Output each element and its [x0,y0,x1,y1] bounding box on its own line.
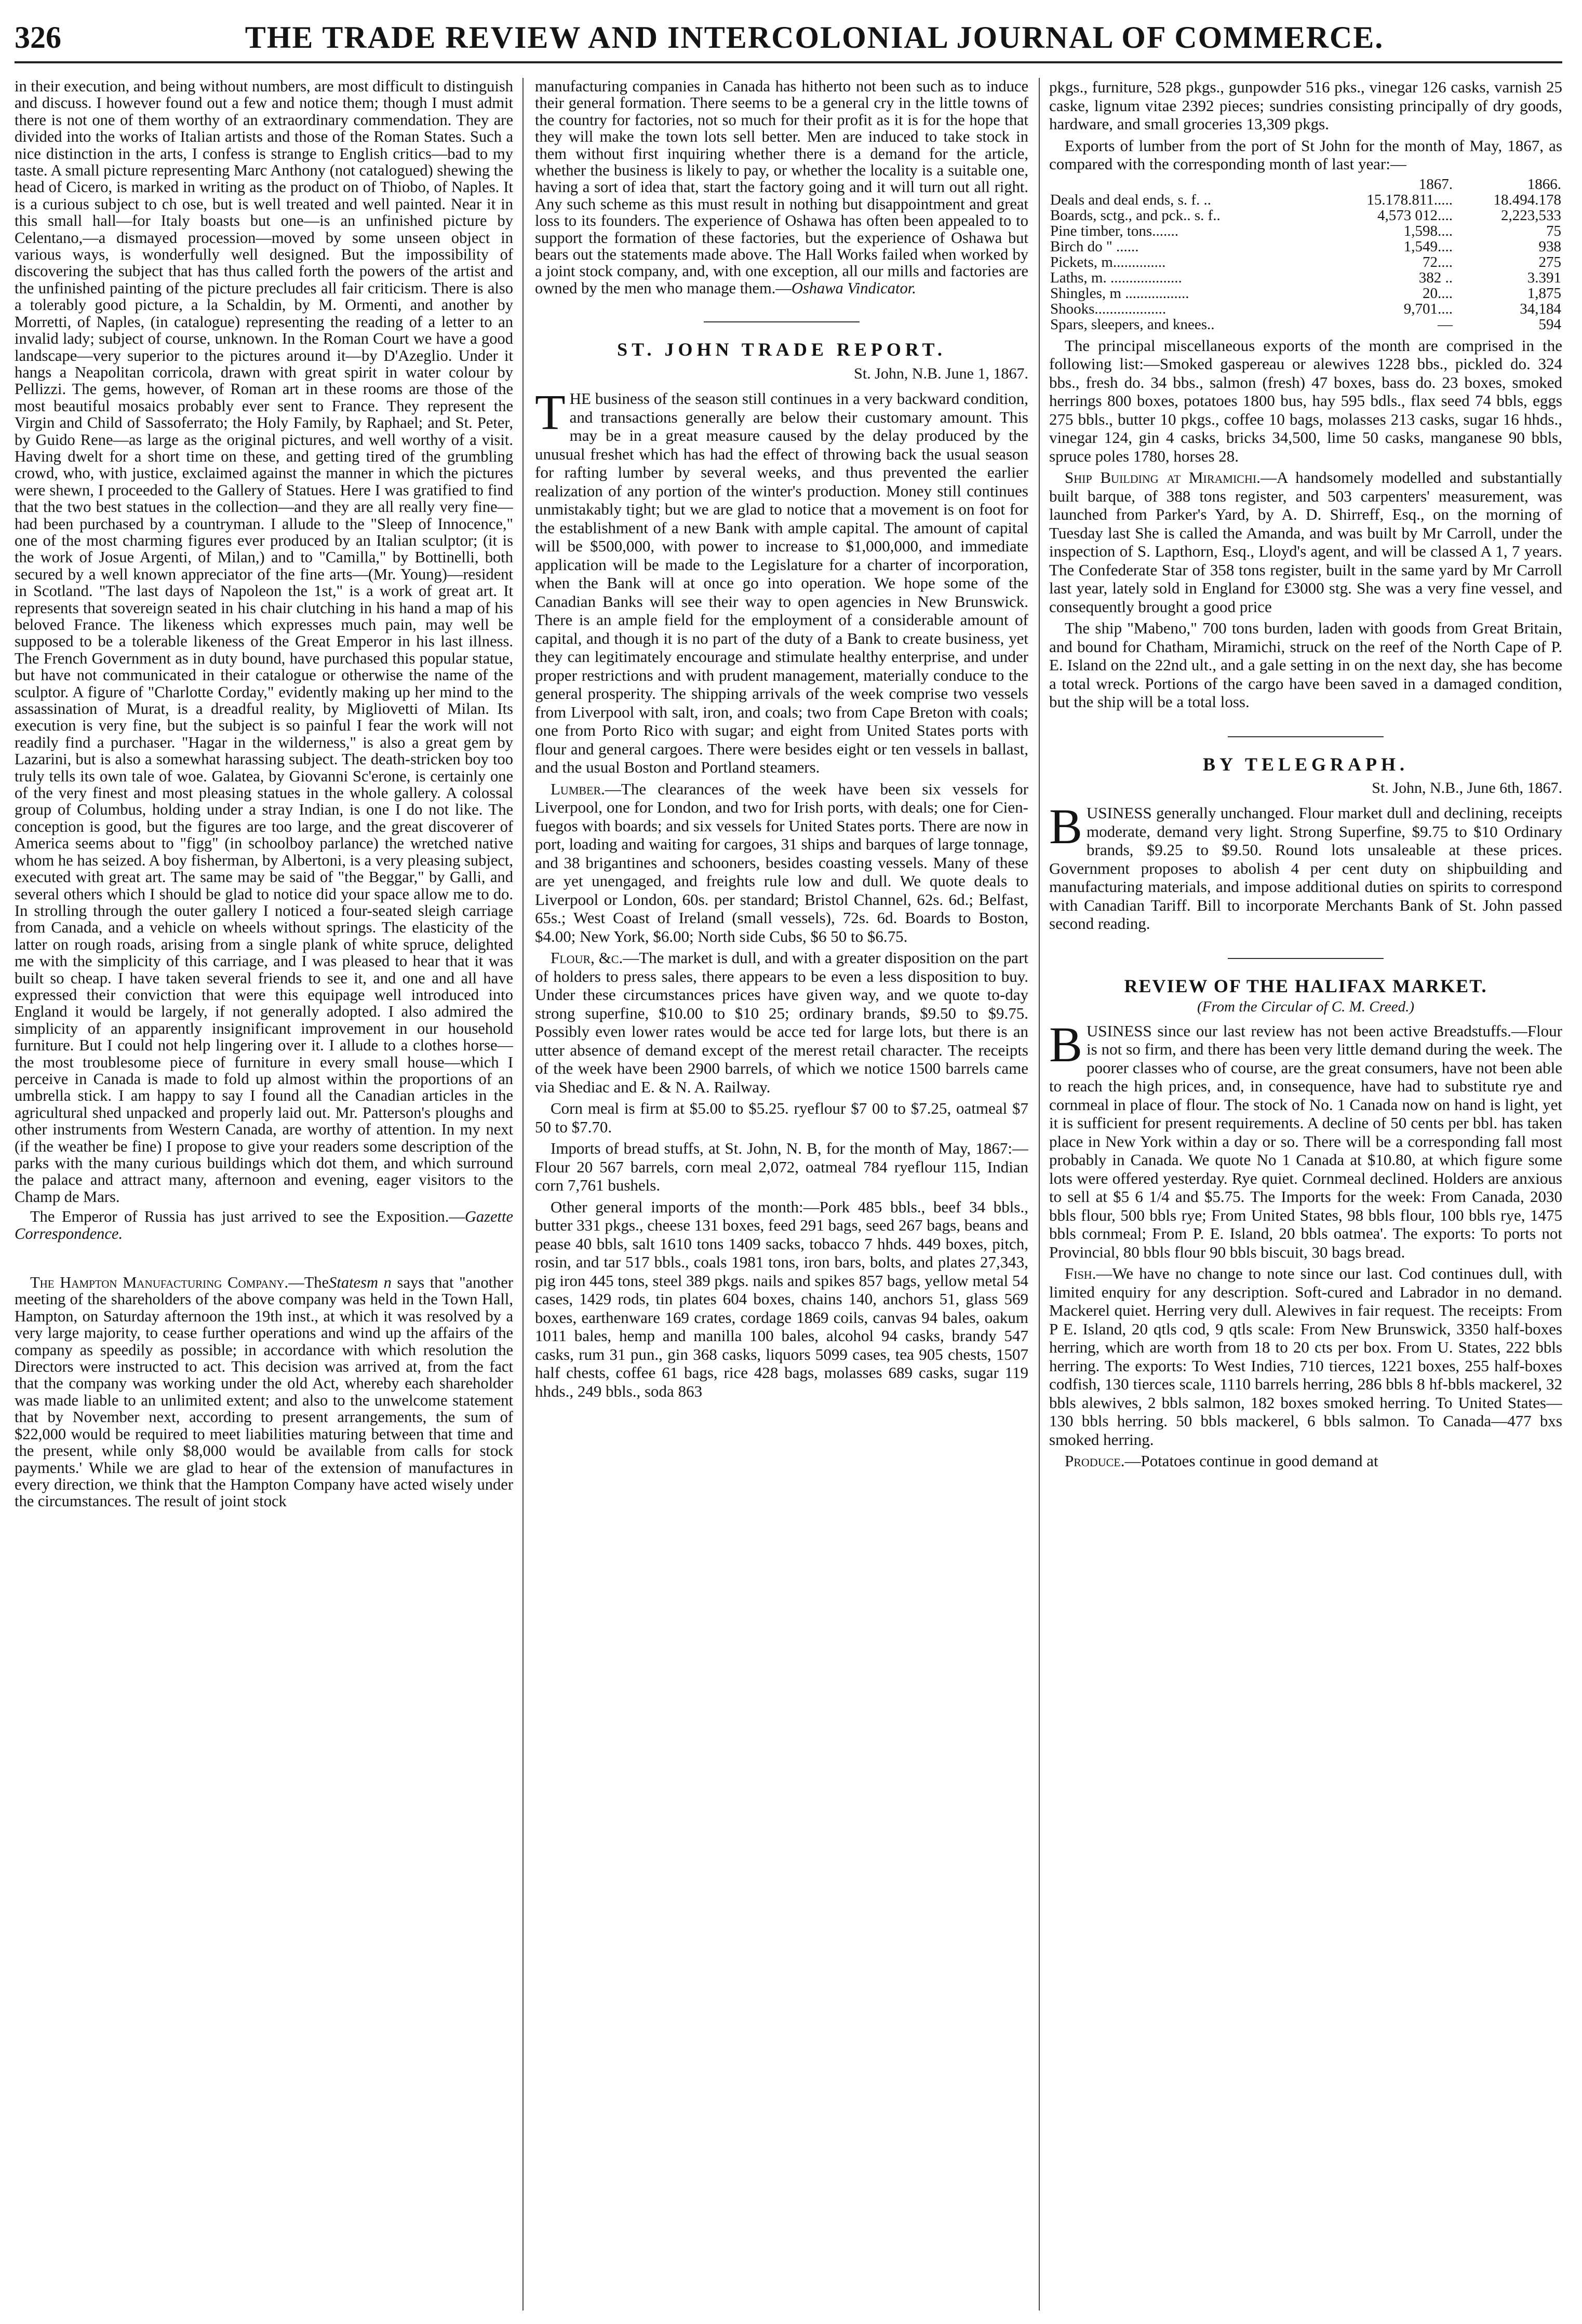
table-cell: 594 [1538,316,1561,333]
imports-continued: pkgs., furniture, 528 pkgs., gunpowder 516 pks., vinegar 126 casks, varnish 25 caske, lignum vitae 2392 pieces; sundries consisting principally of dry goods, hardware, and small groceries 13,309 pkgs. [1049,78,1562,133]
table-cell: 20.... [1423,285,1453,302]
table-row [1049,223,1562,239]
column-middle [535,78,1028,2311]
table-cell: Shooks................... [1050,300,1167,317]
table-row [1049,192,1562,208]
table-cell: Pine timber, tons....... [1050,222,1178,239]
breadstuff-imports: Imports of bread stuffs, at St. John, N. B, for the month of May, 1867:—Flour 20 567 barrels, corn meal 2,072, oatmeal 784 ryeflour 115, Indian corn 7,761 bushels. [535,1139,1028,1195]
table-cell: Deals and deal ends, s. f. .. [1050,191,1212,208]
mabeno-paragraph: The ship "Mabeno," 700 tons burden, laden with goods from Great Britain, and bound for Chatham, Miramichi, struck on the reef of the North Cape of P. E. Island on the 22nd ult., and a gale setting in on the next day, she has become a total wreck. Portions of the cargo have been saved in a damaged condition, but the ship will be a total loss. [1049,619,1562,711]
table-cell: 2,223,533 [1501,207,1561,224]
st-john-title: ST. JOHN TRADE REPORT. [617,339,946,360]
table-cell: 1,598.... [1403,222,1453,239]
lumber-heading: Lumber. [551,779,605,798]
halifax-title: REVIEW OF THE HALIFAX MARKET. [1124,975,1487,996]
table-cell: 34,184 [1520,300,1561,317]
table-cell: 9,701.... [1403,300,1453,317]
halifax-body [1049,1016,1562,1262]
lumber-exports-intro: Exports of lumber from the port of St John for the month of May, 1867, as compared with the corresponding month of last year:— [1049,136,1562,173]
hampton-heading: The Hampton Manufacturing Company. [30,1274,289,1292]
section-rule [1228,958,1384,959]
header-rule [15,61,1562,63]
table-cell: 1,549.... [1403,238,1453,255]
st-john-dateline: St. John, N.B. June 1, 1867. [854,364,1028,382]
corn-meal-paragraph: Corn meal is firm at $5.00 to $5.25. ryeflour $7 00 to $7.25, oatmeal $7 50 to $7.70. [535,1099,1028,1136]
table-cell: 938 [1538,238,1561,255]
flour-paragraph [535,949,1028,1096]
table-cell: 382 .. [1418,269,1453,286]
table-cell: 4,573 012.... [1377,207,1453,224]
table-row [1049,270,1562,286]
emperor-note: The Emperor of Russia has just arrived to see the Exposition.— [30,1208,465,1226]
table-cell: 15.178.811..... [1366,191,1453,208]
column-divider [1039,78,1040,2311]
st-john-lead [535,384,1028,777]
general-imports: Other general imports of the month:—Pork 485 bbls., beef 34 bbls., butter 331 pkgs., cheese 131 boxes, feed 291 bags, seed 267 bags, beans and pease 40 bbls, salt 1610 tons 1409 sacks, tobacco 7 hhds. 449 boxes, pitch, rosin, and tar 517 bbls., coals 1981 tons, iron bars, bolts, and plates 27,343, pig iron 445 tons, steel 389 pkgs. nails and spikes 857 bags, yellow metal 54 cases, 1429 rods, tin plates 604 boxes, chains 140, anchors 51, glass 569 boxes, earthenware 169 crates, cordage 1869 coils, canvas 94 bales, oakum 1011 bales, hemp and manilla 100 bales, alcohol 94 casks, brandy 547 casks, rum 31 pun., gin 368 casks, liquors 5099 cases, tea 905 chests, 1507 half chests, coffee 61 bags, rice 428 bags, molasses 689 casks, sugar 119 hhds., 249 bbls., soda 863 [535,1197,1028,1400]
table-cell: 3.391 [1527,269,1561,286]
table-cell: Shingles, m ................. [1050,285,1189,302]
year-header: 1866. [1527,175,1561,193]
telegraph-text: USINESS generally unchanged. Flour market dull and declining, receipts moderate, demand very light. Strong Superfine, $9.75 to $10 Ordinary brands, $9.25 to $9.50. Round lots unsaleable at these prices. Government proposes to abolish 4 per cent duty on shipbuilding and manufacturing materials, and impose additional duties on spirits to correspond with Canadian Tariff. Bill to incorporate Merchants Bank of St. John passed second reading. [1049,804,1562,933]
flour-text: —The market is dull, and with a greater disposition on the part of holders to press sales, there appears to be even a less disposition to buy. Under these circumstances prices have given way, and we quote to-day strong superfine, $10.00 to $10 25; ordinary brands, $9.50 to $9.75. Possibly even lower rates would be acce ted for large lots, but there is an utter absence of demand except of the merest retail character. The receipts of the week have been 2900 barrels, of which we notice 1500 barrels came via Shediac and E. & N. A. Railway. [535,949,1028,1096]
ship-building-text: —A handsomely modelled and substantially built barque, of 388 tons register, and 503 carpenters' measurement, was launched from Parker's Yard, by A. D. Shirreff, Esq., on the morning of Tuesday last She is called the Amanda, and was built by Mr Carroll, under the inspection of S. Lapthorn, Esq., Lloyd's agent, and will be classed A 1, 7 years. The Confederate Star of 358 tons register, built in the same yard by Mr Carroll last year, lately sold in England for £3000 stg. She was a very fine vessel, and consequently brought a good price [1049,468,1562,616]
fish-text: —We have no change to note since our last. Cod continues dull, with limited enquiry for any description. Soft-cured and Labrador in no demand. Mackerel quiet. Herring very dull. Alewives in fair request. The receipts: From P E. Island, 20 qtls cod, 9 qtls scale: From New Brunswick, 3350 half-boxes herring, which are worth from 18 to 20 cts per box. From U. States, 222 bbls herring. The exports: To West Indies, 710 tierces, 1221 boxes, 255 half-boxes codfish, 130 tierces scale, 1110 barrels herring, 286 bbls 8 hf-bbls mackerel, 32 bbls alewives, 2 bbls salmon, 182 boxes smoked herring. To United States—130 bbls herring. 50 bbls mackerel, 6 bbls salmon. To Canada—477 bxs smoked herring. [1049,1264,1562,1449]
table-row [1049,301,1562,317]
statesman-source: Statesm n [329,1274,392,1292]
table-cell: 275 [1538,253,1561,271]
column-divider [522,78,524,2311]
factories-body: manufacturing companies in Canada has hitherto not been such as to induce their general formation. There seems to be a general cry in the little towns of the country for factories, not so much for their profit as it is for the hope that they will make the town lots sell better. Men are induced to take stock in them without first inquiring whether there is a demand for the article, whether the business is likely to pay, or whether the locality is a suitable one, having a sort of idea that, start the factory going and it will turn out all right. Any such scheme as this must result in nothing but disappointment and great loss to its founders. The experience of Oshawa has often been appealed to to support the formation of these factories, but the experience of Oshawa but bears out the statements made above. The Hall Works failed when worked by a joint stock company, and, with one exception, all our mills and factories are owned by the men who manage them.— [535,78,1028,297]
table-cell: 75 [1546,222,1561,239]
telegraph-body [1049,799,1562,933]
table-row [1049,254,1562,270]
dropcap: B [1049,799,1083,855]
page-number: 326 [15,20,61,55]
halifax-text: USINESS since our last review has not been active Breadstuffs.—Flour is not so firm, and there has been very little demand during the week. The poorer classes who of course, are the great consumers, have not been able to reach the high prices, and, in consequence, have had to substitute rye and cornmeal in place of flour. The stock of No. 1 Canada now on hand is light, yet it is sufficient for present requirements. A decline of 50 cents per bbl. has taken place in New York within a day or so. There will be a corresponding fall most probably in Canada. We quote No 1 Canada at $10.80, at which figure some lots were offered yesterday. Rye quiet. Cornmeal declined. Holders are anxious to sell at $5 6 1/4 and $5.75. The Imports for the week: From Canada, 2030 bbls flour, 500 bbls rye; From United States, 98 bbls flour, 100 bbls rye, 1475 bbls cornmeal; From P. E. Island, 20 bbls oatmea'. The exports: To ports not Provincial, 80 bbls flour 90 bbls biscuit, 30 bags bread. [1049,1021,1562,1261]
table-cell: Laths, m. ................... [1050,269,1182,286]
exposition-letter-close [15,1208,513,1242]
produce-heading: Produce. [1065,1452,1125,1470]
column-left [15,78,513,2311]
flour-heading: Flour, &c. [551,949,623,967]
table-cell: 18.494.178 [1493,191,1561,208]
ship-building-paragraph [1049,468,1562,616]
section-rule [704,321,860,322]
factories-article [535,78,1028,296]
st-john-lead-text: HE business of the season still continues in a very backward condition, and transactions generally are below their customary amount. This may be in a great measure caused by the delay produced by the unusual freshet which has had the effect of throwing back the usual season for rafting lumber by several weeks, and thus prevented the earlier realization of any portion of the winter's production. Money still continues unmistakably tight; but we are glad to notice that a movement is on foot for the establishment of a new Bank with ample capital. The amount of capital will be $500,000, with power to increase to $1,000,000, and immediate application will be made to the Legislature for a charter of incorporation, when the Bank will at once go into operation. We hope some of the Canadian Banks will see their way to open agencies in New Brunswick. There is an ample field for the employment of a considerable amount of capital, and though it is no part of the duty of a Bank to create business, yet they can legitimately encourage and stimulate healthy enterprise, and under proper restrictions and with prudent management, materially conduce to the general prosperity. The shipping arrivals of the week comprise two vessels from Liverpool with salt, iron, and coals; two from Cape Breton with coals; one from Porto Rico with sugar; and eight from United States ports with flour and general cargoes. There were besides eight or ten vessels in ballast, and the usual Boston and Portland steamers. [535,389,1028,777]
ship-building-heading: Ship Building at Miramichi. [1065,468,1261,487]
telegraph-dateline: St. John, N.B., June 6th, 1867. [1372,779,1562,796]
produce-text: —Potatoes continue in good demand at [1124,1452,1378,1470]
lumber-text: —The clearances of the week have been six vessels for Liverpool, one for London, and two for Irish ports, with deals; one for Cien-fuegos with boards; and six vessels for United States ports. There are now in port, loading and waiting for cargoes, 31 ships and barques of large tonnage, and 38 brigantines and schooners, besides coasting vessels. Many of these are yet unengaged, and freights rule low and dull. We quote deals to Liverpool or London, 60s. per standard; Bristol Channel, 62s. 6d.; Belfast, 65s.; West Coast of Ireland (small vessels), 72s. 6d. Boards to Boston, $4.00; New York, $6.00; North side Cubs, $6 50 to $6.75. [535,779,1028,945]
table-cell: — [1438,316,1453,333]
hampton-body: says that "another meeting of the shareholders of the above company was held in the Town Hall, Hampton, on Saturday afternoon the 19th inst., at which it was resolved by a very large majority, to cease further operations and wind up the affairs of the company as speedily as possible; in accordance with which resolution the Directors were instructed to act. This decision was arrived at, from the fact that the company was working under the old Act, whereby each shareholder was made liable to an unlimited extent; and also to the unwelcome statement that by November next, according to present arrangements, the sum of $22,000 would be required to meet liabilities maturing between that time and the present, while only $8,000 would be available from calls for stock payments.' While we are glad to hear of the extension of manufactures in every direction, we think that the Hampton Company have acted wisely under the circumstances. The result of joint stock [15,1274,513,1510]
table-cell: Spars, sleepers, and knees.. [1050,316,1215,333]
year-header: 1867. [1418,175,1453,193]
table-row [1049,208,1562,223]
hampton-article [15,1274,513,1510]
fish-heading: Fish. [1065,1264,1096,1283]
page-header [15,16,1562,63]
table-row [1049,286,1562,301]
table-cell: 72.... [1423,253,1453,271]
table-cell: Boards, sctg., and pck.. s. f.. [1050,207,1221,224]
table-row [1049,239,1562,254]
running-title: THE TRADE REVIEW AND INTERCOLONIAL JOURNAL OF COMMERCE. [245,20,1384,55]
dropcap: T [535,384,566,440]
section-rule [1228,736,1384,737]
table-cell: Pickets, m.............. [1050,253,1166,271]
exposition-letter-body: in their execution, and being without numbers, are most difficult to distinguish and discuss. I however found out a few and notice them; though I must admit there is not one of them worthy of an extraordinary commendation. They are divided into the works of Italian artists and those of the Roman States. Such a nice distinction in the arts, I confess is strange to English critics—bad to my taste. A small picture representing Marc Anthony (not catalogued) shewing the head of Cicero, is marked in writing as the product on of Thiobo, of Naples. It is a curious subject to ch ose, but is well treated and well painted. Near it in this small hall—for Italy boasts but one—is an unfinished picture by Celentano,—a dismayed procession—moved by some unseen object in various ways, is wonderfully well designed. But the impossibility of discovering the subject that has thus called forth the powers of the artist and the unfinished painting of the picture precludes all fair criticism. There is also a tolerably good picture, a la Schaldin, by M. Ormenti, and another by Morretti, of Naples, (in catalogue) representing the reading of a letter to an invalid lady; subject of course, unknown. In the Roman Court we have a good landscape—very superior to the pictures around it—by D'Azeglio. Under it hangs a Neapolitan corricola, drawn with great spirit in water colour by Pellizzi. The gems, however, of Roman art in these rooms are those of the most beautiful mosaics probably ever sent to France. They represent the Virgin and Child of Sassoferrato; the Holy Family, by Raphael; and St. Peter, by Guido Rene—as large as the original pictures, and well worthy of a visit. Having dwelt for a short time on these, and getting tired of the grumbling crowd, who, with justice, exclaimed against the manner in which the pictures were shewn, I proceeded to the Gallery of Statues. Here I was gratified to find that the two best statues in the collection—and they are all really very fine—had been purchased by a countryman. I allude to the "Sleep of Innocence," one of the most charming figures ever produced by an Italian sculptor; (it is the work of Josue Argenti, of Milan,) and to "Camilla," by Bottinelli, both secured by a well known appreciator of the fine arts—(Mr. Young)—resident in Scotland. "The last days of Napoleon the 1st," is a work of great art. It represents that sovereign seated in his chair clutching in his hand a map of his beloved France. The likeness which expresses much pain, may well be supposed to be a tolerable likeness of the Great Emperor in his last illness. The French Government as in duty bound, have purchased this popular statue, but have not communicated in their catalogue or otherwise the name of the sculptor. A figure of "Charlotte Corday," evidently making up her mind to the assassination of Murat, is a dreadful reality, by Migliovetti of Milan. Its execution is very fine, but the subject is so painful I fear the work will not readily find a purchaser. "Hagar in the wilderness," is also a great gem by Lazarini, but is also a somewhat harassing subject. The death-stricken boy too truly tells its own tale of woe. Galatea, by Giovanni Sc'erone, is certainly one of the very finest and most pleasing statues in the whole gallery. A colossal group of Columbus, holding under a stray Indian, is one I do not like. The conception is good, but the figures are too large, and the great discoverer of America seems about to "figg" (in schoolboy parlance) the wretched native whom he has seized. A boy fisherman, by Albertoni, is a very pleasing subject, executed with great art. The same may be said of "the Beggar," by Galli, and several others which I should be glad to notice did your space allow me to do. In strolling through the outer gallery I noticed a four-seated sleigh carriage from Canada, and a vehicle on wheels without springs. The elasticity of the latter on rough roads, arising from a single plank of white spruce, delighted me with the simplicity of this carriage, and I was pleased to hear that it was built so cheap. I have taken several friends to see it, and one and all have expressed their conviction that were this equipage well introduced into England it would be largely, if not generally adopted. I also admired the simplicity of an apparently insignificant improvement in our household furniture. But I could not help lingering over it. I allude to a clothes horse—the most troublesome piece of furniture in every small house—which I perceive in Canada is made to fold up almost within the proportions of an umbrella stick. I am happy to say I found all the Canadian articles in the agricultural shed unpacked and properly laid out. Mr. Patterson's ploughs and other instruments from Western Canada, are worthy of attention. In my next (if the weather be fine) I propose to give your readers some description of the parks with the many curious buildings which dot them, and which surround the palace and attract many, afternoon and evening, eager visitors to the Champ de Mars. [15,78,513,1206]
lumber-exports-table [1049,177,1562,332]
halifax-subtitle: (From the Circular of C. M. Creed.) [1197,998,1415,1016]
telegraph-title: BY TELEGRAPH. [1202,753,1409,775]
table-cell: 1,875 [1527,285,1561,302]
column-right [1049,78,1562,2311]
produce-paragraph [1049,1452,1562,1470]
dropcap: B [1049,1016,1083,1072]
fish-paragraph [1049,1264,1562,1449]
table-row [1049,317,1562,332]
oshawa-source: Oshawa Vindicator. [791,279,916,297]
table-cell: Birch do " ...... [1050,238,1139,255]
lumber-paragraph [535,780,1028,946]
hampton-dash: —The [288,1274,329,1292]
gazette-source: Gazette Correspondence. [15,1208,513,1242]
misc-exports: The principal miscellaneous exports of the month are comprised in the following list:—Smoked gaspereau or alewives 1228 bbs., pickled do. 324 bbs., fresh do. 34 bbs., salmon (fresh) 47 boxes, bass do. 23 boxes, smoked herrings 800 boxes, potatoes 1800 bus, hay 595 bdls., flax seed 74 bbls, eggs 275 bbls., butter 10 pkgs., coffee 10 bags, molasses 213 casks, sugar 16 hhds., vinegar 124, gin 4 casks, bricks 34,500, lime 50 casks, manganese 90 bbls, spruce poles 1780, horses 28. [1049,336,1562,465]
